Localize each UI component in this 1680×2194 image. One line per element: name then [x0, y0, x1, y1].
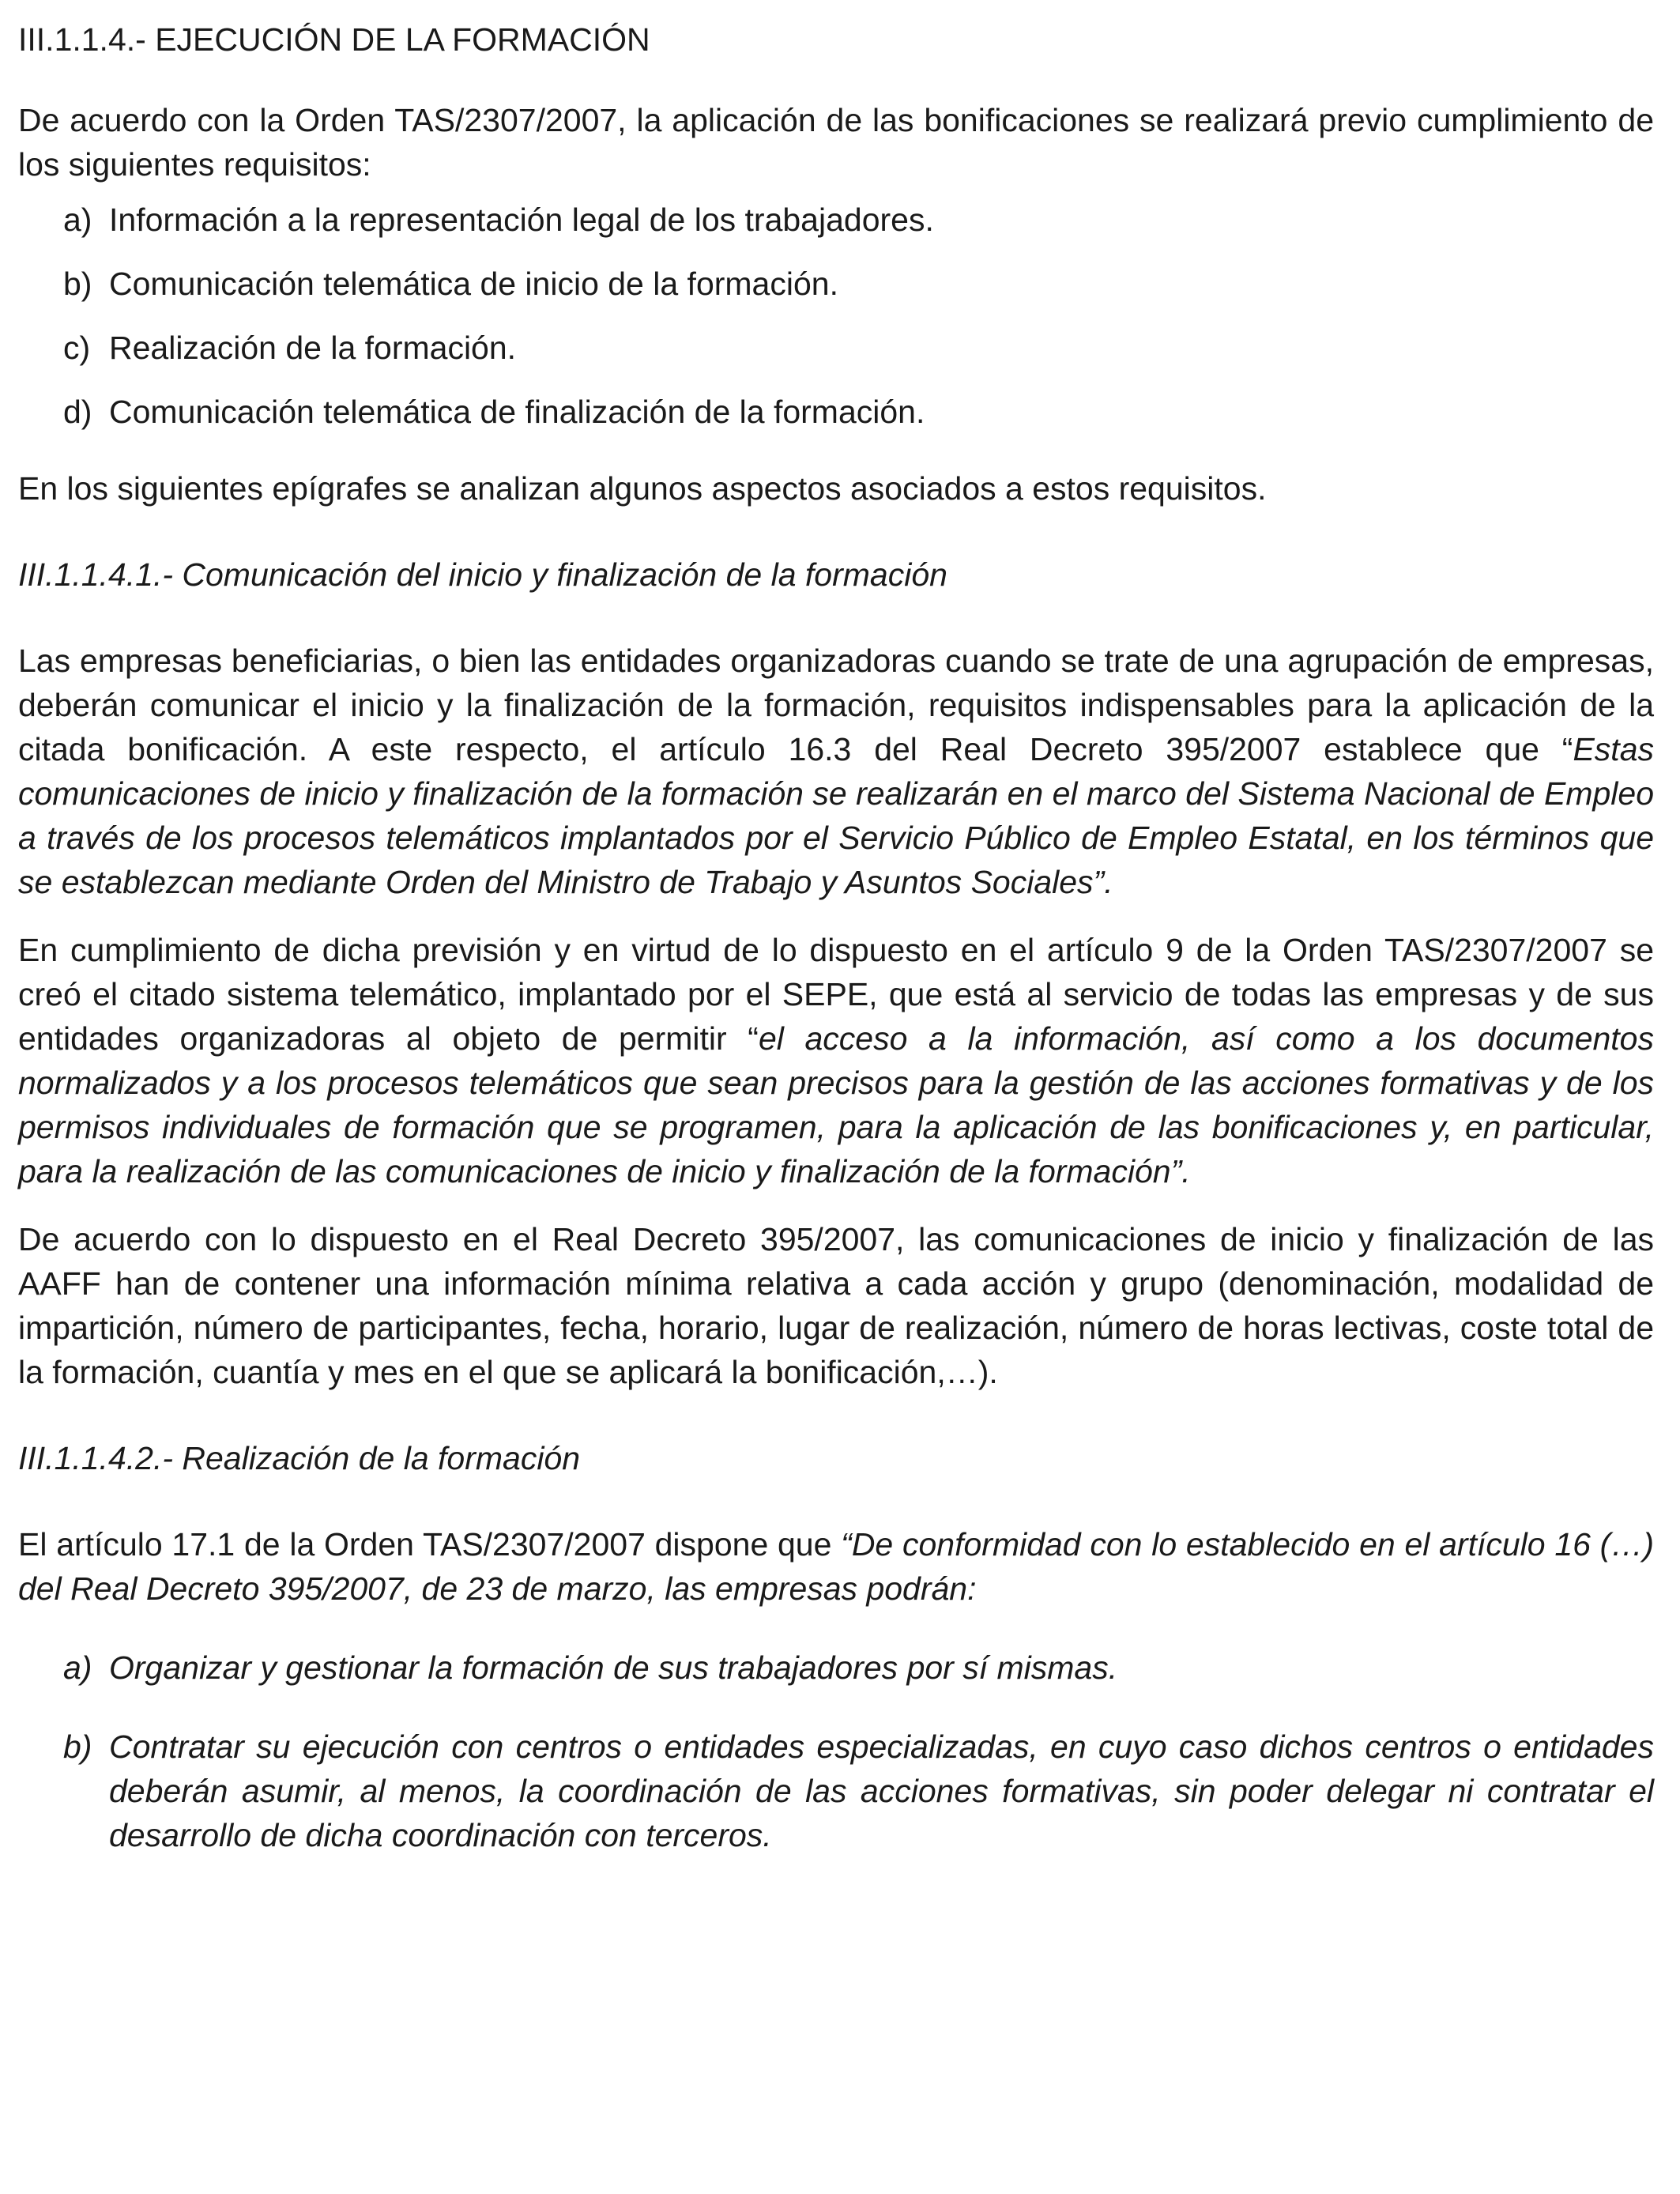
execution-paragraph: [18, 1522, 1654, 1611]
list-marker: a): [63, 1649, 92, 1686]
document-page: [18, 17, 1654, 1857]
list-marker: c): [63, 330, 91, 366]
communication-paragraph-1: [18, 639, 1654, 904]
list-item: [18, 326, 1654, 370]
analysis-paragraph: En los siguientes epígrafes se analizan algunos aspectos asociados a estos requisitos.: [18, 470, 1267, 507]
list-marker: d): [63, 394, 92, 430]
list-item: [18, 262, 1654, 306]
list-marker: b): [63, 1728, 92, 1765]
list-item-text: Contratar su ejecución con centros o entidades especializadas, en cuyo caso dichos centros o entidades deberán asumir, al menos, la coordinación de las acciones formativas, sin poder delegar ni contratar el desarrollo de dicha coordinación con terceros.: [109, 1728, 1654, 1853]
paragraph-text: Las empresas beneficiarias, o bien las entidades organizadoras cuando se trate de una agrupación de empresas, deberán comunicar el inicio y la finalización de la formación, requisitos indispensables para la aplicación de la citada bonificación. A este respecto, el artículo 16.3 del Real Decreto 395/2007 establece que “: [18, 643, 1654, 767]
legal-quote: Estas comunicaciones de inicio y finalización de la formación se realizarán en el marco del Sistema Nacional de Empleo a través de los procesos telemáticos implantados por el Servicio Público de Empleo Estatal, en los términos que se establezcan mediante Orden del Ministro de Trabajo y Asuntos Sociales”.: [18, 731, 1654, 900]
intro-paragraph: De acuerdo con la Orden TAS/2307/2007, la aplicación de las bonificaciones se realizará previo cumplimiento de los siguientes requisitos:: [18, 102, 1654, 183]
list-item: [18, 198, 1654, 242]
list-item-text: Realización de la formación.: [109, 330, 517, 366]
list-item: [18, 390, 1654, 434]
subsection-heading-execution: III.1.1.4.2.- Realización de la formación: [18, 1440, 581, 1476]
list-marker: b): [63, 266, 92, 302]
options-list: [18, 1646, 1654, 1857]
list-item: [18, 1725, 1654, 1857]
section-heading: III.1.1.4.- EJECUCIÓN DE LA FORMACIÓN: [18, 21, 650, 58]
communication-paragraph-2: [18, 928, 1654, 1193]
list-item-text: Comunicación telemática de finalización de la formación.: [109, 394, 925, 430]
list-item-text: Comunicación telemática de inicio de la formación.: [109, 266, 838, 302]
legal-quote: “De conformidad con lo establecido en el artículo 16 (…) del Real Decreto 395/2007, de 23 de marzo, las empresas podrán:: [18, 1526, 1654, 1607]
list-marker: a): [63, 202, 92, 238]
requirements-list: [18, 198, 1654, 434]
legal-quote: el acceso a la información, así como a los documentos normalizados y a los procesos telemáticos que sean precisos para la gestión de las acciones formativas y de los permisos individuales de formación que se programen, para la aplicación de las bonificaciones y, en particular, para la realización de las comunicaciones de inicio y finalización de la formación”.: [18, 1020, 1654, 1189]
list-item-text: Organizar y gestionar la formación de sus trabajadores por sí mismas.: [109, 1649, 1118, 1686]
list-item: [18, 1646, 1654, 1690]
list-item-text: Información a la representación legal de los trabajadores.: [109, 202, 934, 238]
paragraph-text: En cumplimiento de dicha previsión y en virtud de lo dispuesto en el artículo 9 de la Orden TAS/2307/2007 se creó el citado sistema telemático, implantado por el SEPE, que está al servicio de todas las empresas y de sus entidades organizadoras al objeto de permitir “: [18, 932, 1654, 1057]
subsection-heading-communication: III.1.1.4.1.- Comunicación del inicio y finalización de la formación: [18, 556, 947, 593]
paragraph-text: El artículo 17.1 de la Orden TAS/2307/2007 dispone que: [18, 1526, 842, 1563]
communication-paragraph-3: De acuerdo con lo dispuesto en el Real Decreto 395/2007, las comunicaciones de inicio y finalización de las AAFF han de contener una información mínima relativa a cada acción y grupo (denominación, modalidad de impartición, número de participantes, fecha, horario, lugar de realización, número de horas lectivas, coste total de la formación, cuantía y mes en el que se aplicará la bonificación,…).: [18, 1221, 1654, 1390]
